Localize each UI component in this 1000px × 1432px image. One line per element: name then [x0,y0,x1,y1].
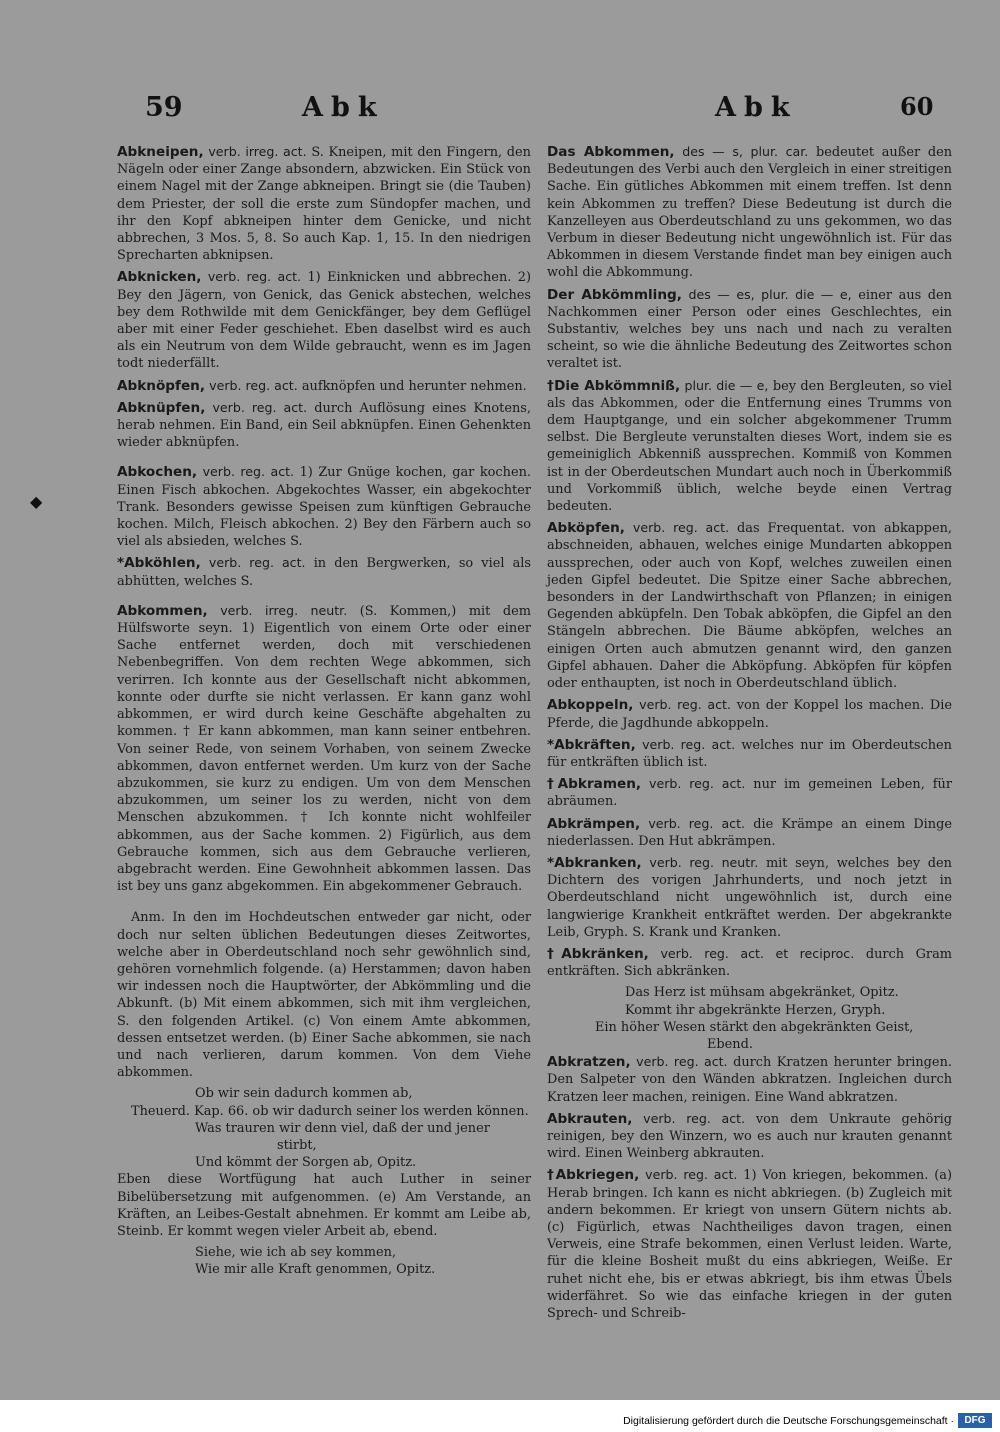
entry-abkoemmniss [547,377,952,516]
entry-das-abkommen [547,143,952,282]
grammar: verb. irreg. neutr. [220,602,348,618]
verse-line: Siehe, wie ich ab sey kommen, [195,1245,397,1261]
entry-abkraeften [547,736,952,771]
grammar: verb. reg. act. [212,399,308,415]
entry-abknoepfen [117,377,531,395]
left-column [117,143,531,1279]
grammar: verb. reg. neutr. [649,854,759,870]
headword: Abkoppeln, [547,697,634,714]
headword: Abknöpfen, [117,377,206,394]
footer-bar [0,1400,1000,1432]
entry-abkramen [547,775,952,810]
definition: 1) Zur Gnüge kochen, gar kochen. Einen Fisch abkochen. Abgekochtes Wasser, ein abgekochter Trank. Besonders gewisse Speisen zum künftigen Gebrauche kochen. Milch, Fleisch abkochen. 2) Bey den Färbern auch so viel als absieden, welches S. [117,465,531,550]
grammar: verb. reg. act. et reciproc. [660,945,855,961]
grammar: verb. reg. act. [202,464,295,480]
headword: Abkneipen, [117,144,204,160]
verse-line: Kommt ihr abgekränkte Herzen, Gryph. [625,1002,886,1018]
definition: 1) Einknicken und abbrechen. 2) Bey den Jägern, von Genick, das Genick abstechen, welches bey dem Rothwilde mit dem Genickfänger, bey dem Geflügel aber mit einer Feder geschiehet. Eben daselbst wird es auch als ein Neutrum von dem Wilde gebraucht, wenn es im Jagen todt niederfällt. [117,270,531,372]
headword: Abkrauten, [547,1110,633,1127]
grammar: verb. reg. act. [207,269,302,285]
verse-line: Ob wir sein dadurch kommen ab, [195,1086,413,1102]
definition: mit seyn, welches bey den Dichtern des vorigen Jahrhunderts, und noch jetzt in Oberdeutschland nicht ungewöhnlich ist, durch eine langwierige Krankheit entkräftet werden. Der abgekrankte Leib, Gryph. S. Krank und Kranken. [547,855,952,940]
definition: S. Kneipen, mit den Fingern, den Nägeln oder einer Zange absondern, abzwicken. Ein Stück von einem Nagel mit der Zange abkneipen. Bringt sie (die Tauben) dem Priester, der soll die erste zum Sündopfer machen, und ihr den Kopf abkneipen hinter dem Genicke, und nicht abbrechen, 3 Mos. 5, 8. So auch Kap. 1, 15. In den niedrigen Sprecharten abknipsen. [117,145,531,264]
running-head-right: Abk [715,92,798,123]
grammar: verb. reg. act. [648,815,746,831]
definition: durch Auflösung eines Knotens, herab nehmen. Ein Band, ein Seil abknüpfen. Einen Gehenkten wieder abknüpfen. [117,400,531,451]
headword: †Abkränken, [547,945,649,962]
definition: welches nur im Oberdeutschen für entkräften üblich ist. [547,737,952,770]
annotation-note: Anm. In den im Hochdeutschen entweder gar nicht, oder doch nur selten üblichen Bedeutungen dieses Zeitwortes, welche aber in Oberdeutschland noch sehr gewöhnlich sind, gehören vornehmlich folgende. (a) Herstammen; davon haben wir indessen noch die Hauptwörter, der Abkömmling und die Abkunft. (b) Mit einem abkommen, sich mit ihm vergleichen, S. den folgenden Artikel. (c) Von einem Amte abkommen, dessen entsetzet werden. (b) Einer Sache abkommen, sie nach und nach verlieren, darum kommen. Von dem Viehe abkommen. [117,910,531,1081]
grammar: verb. reg. act. [649,776,746,792]
grammar: verb. reg. act. [209,377,298,393]
headword: Abkommen, [117,602,208,619]
entry-abkoehlen [117,554,531,589]
verse-line: stirbt, [277,1137,317,1153]
definition: bedeutet außer den Bedeutungen des Verbi auch den Vergleich in einer streitigen Sache. Ein gütliches Abkommen mit einem treffen. Ist denn kein Abkommen zu treffen? Diese Bedeutung ist durch die Kanzelleyen aus Oberdeutschland zu uns gekommen, wo das Verbum in dieser Bedeutung nicht ungewöhnlich ist. Für das Abkommen in diesem Verstande findet man bey einigen auch wohl die Abkommung. [547,145,952,281]
definition: die Krämpe an einem Dinge niederlassen. Den Hut abkrämpen. [547,816,952,849]
entry-abknuepfen [117,399,531,452]
grammar: verb. reg. act. [642,736,736,752]
headword: Abkratzen, [547,1054,631,1071]
headword: Der Abkömmling, [547,286,682,303]
entry-abkoemmling [547,286,952,373]
grammar: des — s, plur. car. [682,144,809,159]
entry-abkraempen [547,815,952,850]
entry-abkraenken [547,945,952,980]
definition: bey den Bergleuten, so viel als das Abkommen, oder die Entfernung eines Trumms von dem Hauptgange, und ein solcher abgekommener Trumm selbst. Die Bergleute verunstalten dieses Wort, indem sie es gemeiniglich Abkenniß aussprechen. Kommiß von Kommen ist in der Oberdeutschen Mundart auch noch in Überkommiß und Vorkommiß üblich, welche beyde einen Vertrag bedeuten. [547,378,952,515]
headword: Abköpfen, [547,520,625,537]
citation: Theuerd. Kap. 66. ob wir dadurch seiner los werden können. [131,1103,529,1119]
definition: aufknöpfen und herunter nehmen. [301,378,527,394]
headword: †Abkriegen, [547,1167,640,1184]
running-head-left: Abk [302,92,385,123]
headword: †Abkramen, [547,776,642,793]
entry-abkrauten [547,1110,952,1163]
entry-abknicken [117,268,531,372]
grammar: plur. die — e, [684,377,769,393]
grammar: verb. reg. act. [645,1167,738,1183]
verse-line: Wie mir alle Kraft genommen, Opitz. [195,1262,436,1278]
entry-abkranken [547,854,952,941]
right-column [547,143,952,1326]
grammar: des — es, plur. die — e, [688,286,852,302]
verse-line: Ein höher Wesen stärkt den abgekränkten Geist, [595,1019,914,1035]
entry-abkochen [117,463,531,550]
headword: †Die Abkömmniß, [547,377,681,394]
entry-abkriegen [547,1166,952,1322]
definition: (S. Kommen,) mit dem Hülfsworte seyn. 1) Eigentlich von einem Orte oder einer Sache entfernet werden, doch mit verschiedenen Nebenbegriffen. Von dem rechten Wege abkommen, sich verirren. Ich konnte aus der Gesellschaft nicht abkommen, konnte oder durfte sie nicht verlassen. Er kann ganz wohl abkommen, er wird durch keine Geschäfte abgehalten zu kommen. † Er kann abkommen, man kann seiner entbehren. Von seiner Rede, von seinem Vorhaben, von seinem Zwecke abkommen, davon entfernet werden. Um kurz von der Sache abzukommen, sie kurz zu endigen. Um von dem Menschen abzukommen, um seiner los zu werden, nicht von dem Menschen abzukommen. † Ich konnte nicht wohlfeiler abkommen, aus der Sache kommen. 2) Figürlich, aus dem Gebrauche kommen, sich aus dem Gebrauche verlieren, abgebracht werden. Eine Gewohnheit abkommen lassen. Das ist bey uns ganz abgekommen. Ein abgekommener Gebrauch. [117,603,531,895]
page-number-right: 60 [900,92,934,121]
entry-abkneipen [117,143,531,264]
headword: *Abkräften, [547,736,636,753]
verse-line: Das Herz ist mühsam abgekränket, Opitz. [625,985,899,1001]
grammar: verb. reg. act. [208,555,306,571]
entry-abkoepfen [547,519,952,692]
continuation-text: Eben diese Wortfügung hat auch Luther in seiner Bibelübersetzung mit aufgenommen. (e) Am Verstande, an Kräften, an Leibes-Gestalt abnehmen. Er kommt am Leibe ab, Steinb. Er kommt wegen vieler Arbeit ab, ebend. [117,1172,531,1239]
grammar: verb. reg. act. [643,1110,746,1126]
grammar: verb. reg. act. [639,697,731,713]
headword: *Abkranken, [547,854,642,871]
grammar: verb. irreg. act. [208,144,307,159]
entry-abkratzen [547,1053,952,1106]
headword: *Abköhlen, [117,555,201,572]
grammar: verb. reg. act. [632,520,730,536]
definition: das Frequentat. von abkappen, abschneiden, abhauen, welches einige Mundarten abkoppen aussprechen, oder auch von Kopf, welches zuweilen einen jeden Gipfel bedeutet. Die Spitze einer Sache abbrechen, besonders in der Landwirthschaft von Pflanzen; in einigen Gegenden abküpfeln. Den Tobak abköpfen, die Gipfel an den Stängeln abbrechen. Die Bäume abköpfen, welches an einigen Orten auch abmutzen genannt wird, den ganzen Gipfel abhauen. Daher die Abköpfung. Abköpfen für köpfen oder enthaupten, ist noch in Oberdeutschland üblich. [547,521,952,692]
page-number-left: 59 [145,92,183,123]
dfg-logo: DFG [958,1413,992,1428]
headword: Abkrämpen, [547,815,641,832]
verse-line: Ebend. [707,1036,753,1052]
definition: von dem Unkraute gehörig reinigen, bey den Winzern, wo es auch nur krauten genannt wird. Einen Weinberg abkrauten. [547,1111,952,1162]
funding-notice: Digitalisierung gefördert durch die Deutsche Forschungsgemeinschaft · [623,1415,954,1427]
entry-abkoppeln [547,696,952,731]
headword: Abkochen, [117,464,198,481]
definition: nur im gemeinen Leben, für abräumen. [547,777,952,810]
headword: Das Abkommen, [547,144,675,160]
headword: Abknicken, [117,269,202,286]
grammar: verb. reg. act. [636,1054,728,1070]
verse-line: Was trauren wir denn viel, daß der und jener [195,1120,490,1136]
definition: durch Kratzen herunter bringen. Den Salpeter von den Wänden abkratzen. Ingleichen durch Kratzen leer machen, reinigen. Eine Wand abkratzen. [547,1055,952,1105]
definition: in den Bergwerken, so viel als abhütten, welches S. [117,556,531,589]
definition: 1) Von kriegen, bekommen. (a) Herab bringen. Ich kann es nicht abkriegen. (b) Zugleich mit andern bekommen. Er kriegt von unsern Gütern nichts ab. (c) Figürlich, etwas Nachtheiliges davon tragen, einen Verweis, eine Strafe bekommen, einen Verlust leiden. Warte, für die kleine Bosheit mußt du eins abkriegen, Weiße. Er ruhet nicht ehe, bis er etwas abkriegt, bis ihm etwas Übels widerfähret. So wie das einfache kriegen in der guten Sprech- und Schreib- [547,1168,952,1321]
definition: einer aus den Nachkommen einer Person oder eines Geschlechtes, ein Substantiv, welches bey uns nach und nach zu veralten scheint, so wie die ähnliche Bedeutung des Zeitwortes schon veraltet ist. [547,287,952,372]
definition: von der Koppel los machen. Die Pferde, die Jagdhunde abkoppeln. [547,698,952,731]
entry-abkommen [117,602,531,895]
definition: durch Gram entkräften. Sich abkränken. [547,946,952,980]
headword: Abknüpfen, [117,399,206,416]
verse-line: Und kömmt der Sorgen ab, Opitz. [195,1155,417,1171]
margin-mark: ◆ [30,492,43,511]
